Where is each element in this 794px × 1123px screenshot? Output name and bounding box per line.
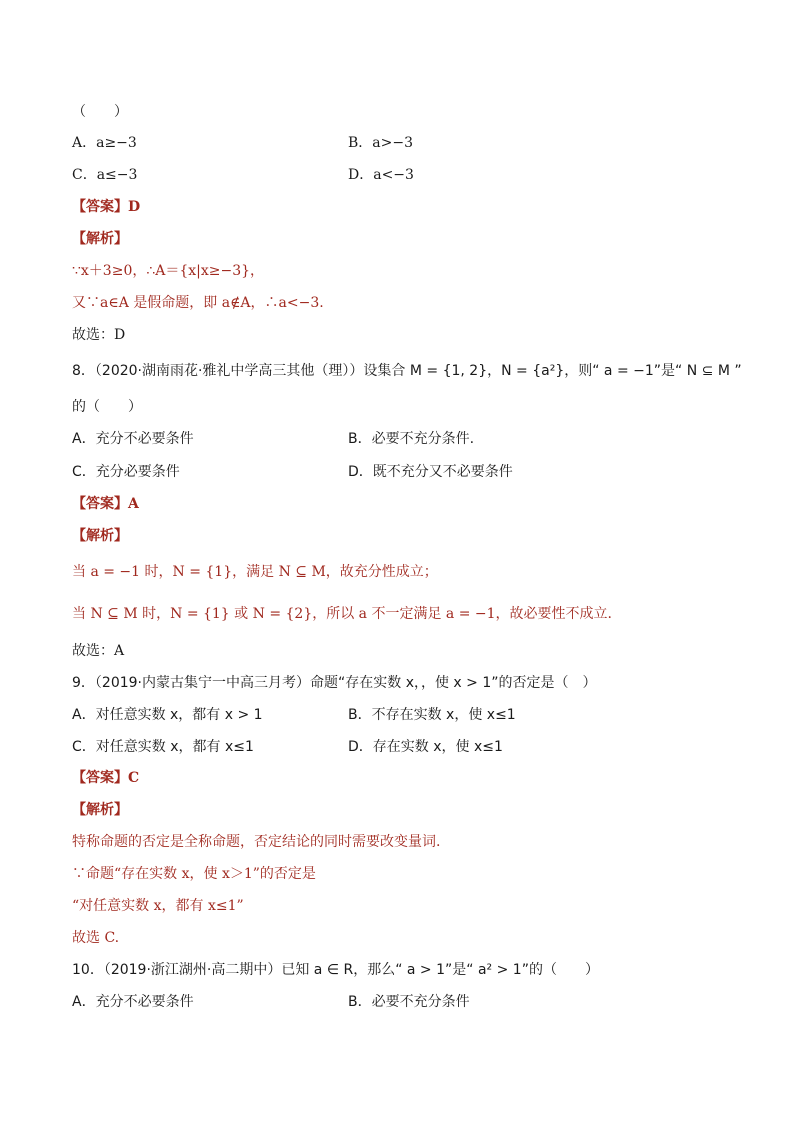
q9-analysis-line-2: ∵命题“存在实数 x，使 x＞1”的否定是 [72,866,316,882]
q7-option-a: A．a≥−3 [72,135,137,151]
q9-conclusion: 故选 C. [72,930,120,946]
q7-conclusion: 故选：D [72,327,126,343]
q9-analysis-line-1: 特称命题的否定是全称命题，否定结论的同时需要改变量词. [72,834,441,850]
q9-answer: 【答案】C [72,770,140,786]
q8-option-d: D．既不充分又不必要条件 [348,464,513,480]
q8-analysis-line-1: 当 a = −1 时，N = {1}，满足 N ⊆ M，故充分性成立； [72,564,438,580]
q7-option-d: D．a<−3 [348,167,414,183]
q7-stem-tail: （ ） [72,104,128,120]
q9-analysis-title: 【解析】 [72,802,128,818]
q8-option-c: C．充分必要条件 [72,464,180,480]
q7-analysis-title: 【解析】 [72,231,128,247]
q10-option-b: B．必要不充分条件 [348,994,470,1010]
q9-option-c: C．对任意实数 x，都有 x≤1 [72,739,254,755]
q8-option-b: B．必要不充分条件. [348,431,475,447]
q9-analysis-line-3: “对任意实数 x，都有 x≤1” [72,898,244,914]
q8-stem-line-2: 的（ ） [72,399,142,415]
q7-option-c: C．a≤−3 [72,167,138,183]
q10-option-a: A．充分不必要条件 [72,994,194,1010]
q8-option-a: A．充分不必要条件 [72,431,194,447]
q7-option-b: B．a>−3 [348,135,414,151]
q8-conclusion: 故选：A [72,643,125,659]
q8-analysis-line-2: 当 N ⊆ M 时，N = {1} 或 N = {2}，所以 a 不一定满足 a = −1，故必要性不成立. [72,606,612,622]
q7-analysis-line-2: 又∵a∈A 是假命题，即 a∉A，∴a<−3. [72,295,324,311]
q9-option-d: D．存在实数 x，使 x≤1 [348,739,503,755]
q9-stem: 9．（2019·内蒙古集宁一中高三月考）命题“存在实数 x，，使 x > 1”的否定是（ ） [72,675,597,691]
q9-option-a: A．对任意实数 x，都有 x > 1 [72,707,263,723]
q7-answer: 【答案】D [72,199,141,215]
q8-stem-line-1: 8．（2020·湖南雨花·雅礼中学高三其他（理））设集合 M = {1, 2}，N = {a²}，则“ a = −1”是“ N ⊆ M ” [72,363,742,379]
q8-analysis-title: 【解析】 [72,528,128,544]
q7-analysis-line-1: ∵x＋3≥0，∴A＝{x|x≥−3}， [72,263,265,279]
q10-stem: 10．（2019·浙江湖州·高二期中）已知 a ∈ R，那么“ a > 1”是“ a² > 1”的（ ） [72,962,599,978]
q9-option-b: B．不存在实数 x，使 x≤1 [348,707,516,723]
q8-answer: 【答案】A [72,496,139,512]
